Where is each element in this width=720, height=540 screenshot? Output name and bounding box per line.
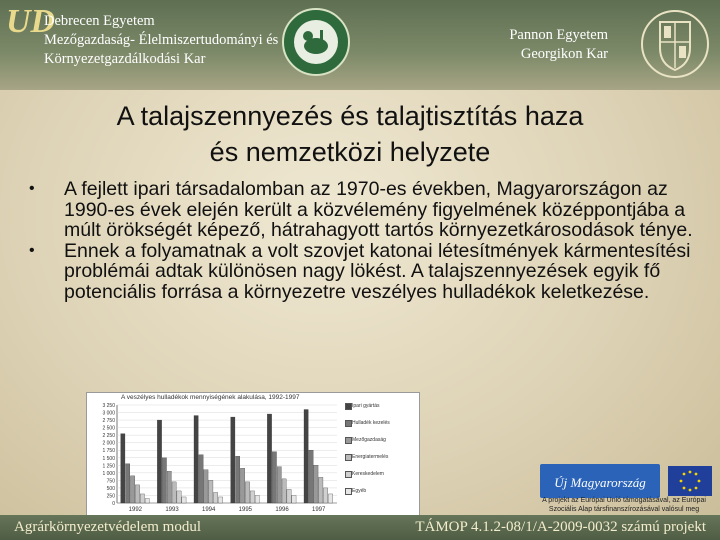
chart-plot (87, 393, 343, 513)
slide-title-line: A talajszennyezés és talajtisztítás haza (116, 101, 584, 131)
bar (292, 495, 296, 503)
bar (199, 455, 203, 503)
y-tick-label: 250 (106, 493, 115, 500)
header-banner (0, 0, 720, 90)
y-tick-label: 2 500 (102, 425, 115, 432)
header-right-text (488, 26, 608, 64)
bullet-text: Ennek a folyamatnak a volt szovjet katonai létesítmények kármentesítési problémái adtak különösen nagy lökést. A talajszennyezések egyik fő potenciális forrása a környezetre veszélyes hulladékok keletkezése. (64, 239, 691, 303)
bullet-list (26, 179, 706, 302)
eu-funding-text (531, 497, 717, 514)
bar (314, 465, 318, 503)
bar (182, 497, 186, 503)
bar (162, 458, 166, 503)
bar (240, 468, 244, 503)
bullet-text: A fejlett ipari társadalomban az 1970-es években, Magyarországon az 1990-es évek elején került a közvélemény figyelmének középpontjába a múlt örökségét képező, hátrahagyott tartós környezetkárosodások ténye. (64, 178, 693, 241)
bar (277, 467, 281, 503)
hazardous-waste-chart (86, 392, 420, 516)
header-left-line: Mezőgazdaság- Élelmiszertudományi és (44, 32, 279, 48)
bar (282, 479, 286, 503)
eu-flag-icon (668, 466, 712, 496)
header-left-text (44, 12, 278, 69)
bar (267, 414, 271, 503)
bullet-dot-icon: • (29, 180, 35, 197)
bar (250, 491, 254, 503)
bullet-dot-icon: • (29, 241, 35, 259)
legend-item (345, 420, 417, 437)
bar (145, 498, 149, 503)
legend-label: Mezőgazdaság (352, 437, 386, 443)
bar (177, 491, 181, 503)
x-tick-label: 1993 (165, 507, 179, 513)
bar (140, 494, 144, 503)
footer-banner (0, 515, 720, 540)
bar (209, 480, 213, 503)
header-right-line: Georgikon Kar (520, 46, 608, 62)
bullet-item (26, 179, 706, 241)
bar (245, 482, 249, 503)
ud-logo: UD (6, 3, 56, 40)
bar (236, 456, 240, 503)
bar (172, 482, 176, 503)
bar (214, 492, 218, 503)
chart-legend (345, 403, 417, 505)
y-tick-label: 1 250 (102, 463, 115, 470)
y-tick-label: 2 000 (102, 440, 115, 447)
x-tick-label: 1994 (201, 507, 216, 513)
bar (319, 477, 323, 503)
y-tick-label: 0 (112, 501, 115, 507)
legend-label: Kereskedelem (352, 471, 384, 477)
legend-item (345, 488, 417, 505)
seal-emblem-icon (294, 20, 338, 64)
header-left-line: Környezetgazdálkodási Kar (44, 51, 206, 67)
eu-banner-text: Új Magyarország (554, 475, 646, 490)
bar (231, 417, 235, 503)
legend-item (345, 437, 417, 454)
bar (255, 495, 259, 503)
slide-title (30, 98, 670, 170)
x-tick-label: 1995 (238, 507, 253, 513)
eu-logos (536, 462, 716, 502)
bar (135, 485, 139, 503)
x-tick-label: 1997 (311, 507, 326, 513)
bar (324, 488, 328, 503)
y-tick-label: 1 500 (102, 455, 115, 462)
chart-title: A veszélyes hulladékok mennyiségének alakulása, 1992-1997 (121, 394, 300, 401)
bar (121, 434, 125, 503)
legend-item (345, 471, 417, 488)
bar (328, 494, 332, 503)
bar (157, 420, 161, 503)
legend-item (345, 403, 417, 420)
footer-module-name: Agrárkörnyezetvédelem modul (14, 519, 202, 535)
legend-label: Energiatermelés (352, 454, 389, 460)
bar (130, 476, 134, 503)
legend-label: Egyéb (352, 488, 367, 494)
eu-funding-line: Szociális Alap társfinanszírozásával valósul meg (548, 505, 700, 513)
bar (167, 471, 171, 503)
y-tick-label: 3 250 (102, 403, 115, 409)
legend-label: Hulladék kezelés (352, 420, 390, 426)
y-tick-label: 2 750 (102, 418, 115, 425)
bar (272, 452, 276, 503)
georgikon-crest-icon (640, 8, 710, 80)
x-tick-label: 1992 (128, 507, 143, 513)
y-tick-label: 750 (106, 478, 115, 485)
header-right-line: Pannon Egyetem (509, 27, 608, 43)
bar (126, 464, 130, 503)
bar (304, 410, 308, 503)
bullet-item (26, 241, 706, 303)
legend-item (345, 454, 417, 471)
bar (204, 470, 208, 503)
y-tick-label: 500 (106, 485, 115, 492)
university-seal-icon (282, 8, 350, 76)
legend-label: Ipari gyártás (352, 403, 380, 409)
y-tick-label: 2 250 (102, 433, 115, 440)
slide-title-line: és nemzetközi helyzete (209, 137, 491, 167)
bar (218, 497, 222, 503)
header-left-line: Debrecen Egyetem (44, 13, 155, 29)
x-tick-label: 1996 (275, 507, 289, 513)
bar (309, 450, 313, 503)
bar (287, 489, 291, 503)
y-tick-label: 3 000 (102, 410, 115, 417)
y-tick-label: 1 000 (102, 470, 115, 477)
y-tick-label: 1 750 (102, 448, 115, 455)
eu-funding-line: A projekt az Európai Unió támogatásával, az Európai (542, 497, 706, 504)
footer-project-id: TÁMOP 4.1.2-08/1/A-2009-0032 számú projekt (415, 519, 706, 535)
bar (194, 416, 198, 503)
